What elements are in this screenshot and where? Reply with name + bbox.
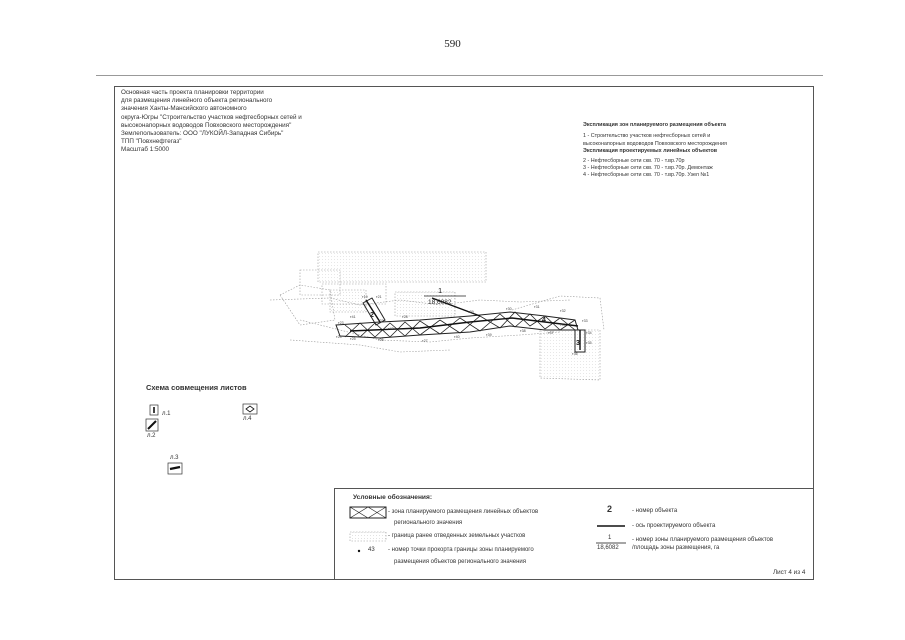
lines-explication-title: Экспликация проектируемых линейных объектов bbox=[583, 148, 718, 155]
zone-area-label: 18,6082 bbox=[428, 299, 452, 306]
title-line: округа-Югры "Строительство участков нефтесборных сетей и bbox=[121, 113, 302, 121]
point-label: т31 bbox=[534, 305, 540, 309]
point-label: т25 bbox=[350, 337, 356, 341]
title-line: Землепользователь: ООО "ЛУКОЙЛ-Западная Сибирь" bbox=[121, 130, 284, 138]
point-label: т23 bbox=[338, 321, 344, 325]
point-label: т38 bbox=[520, 329, 526, 333]
scheme-title: Схема совмещения листов bbox=[146, 383, 247, 392]
point-label: т34 bbox=[586, 331, 592, 335]
legend-object-number-example: 2 bbox=[607, 504, 613, 514]
object-number: 3 bbox=[576, 340, 580, 347]
legend-zone-area-example: 18,6082 bbox=[597, 545, 619, 551]
legend-plot-text: - граница ранее отведенных земельных участков bbox=[388, 533, 526, 539]
line-entry: 3 - Нефтесборные сети скв. 70 - т.вр.70р. Демонтаж bbox=[583, 165, 713, 172]
point-label: т26 bbox=[378, 338, 384, 342]
legend-title: Условные обозначения: bbox=[353, 494, 433, 501]
point-label: т35 bbox=[586, 341, 592, 345]
object-number: 2 bbox=[370, 312, 374, 319]
page-number: 590 bbox=[444, 38, 461, 50]
legend-zone-number-text: - номер зоны планируемого размещения объектов bbox=[632, 537, 774, 543]
legend-zone-text-2: регионального значения bbox=[394, 520, 463, 526]
title-line: для размещения линейного объекта регионального bbox=[121, 97, 273, 105]
point-label: т36 bbox=[572, 352, 578, 356]
legend-point-text-2: размещения объектов регионального значения bbox=[394, 559, 527, 565]
point-label: т24 bbox=[336, 335, 342, 339]
point-label: т40 bbox=[454, 335, 460, 339]
sheet-counter: Лист 4 из 4 bbox=[773, 569, 806, 576]
point-label: т42 bbox=[388, 327, 394, 331]
legend-point-example: 43 bbox=[368, 547, 375, 553]
point-label: т19 bbox=[362, 295, 368, 299]
sheet-4-label: л.4 bbox=[243, 416, 252, 422]
zone-callout bbox=[424, 286, 466, 306]
title-line: высоконапорных водоводов Повховского месторождения" bbox=[121, 121, 292, 129]
point-label: т22 bbox=[378, 319, 384, 323]
point-label: т21 bbox=[376, 295, 382, 299]
scale-label: Масштаб 1:5000 bbox=[121, 146, 169, 154]
legend-zone-text: - зона планируемого размещения линейных объектов bbox=[388, 509, 539, 515]
point-label: т27 bbox=[422, 339, 428, 343]
sheet-1-label: л.1 bbox=[162, 411, 171, 417]
title-line: Основная часть проекта планировки территории bbox=[121, 89, 264, 96]
line-entry: 4 - Нефтесборные сети скв. 70 - т.вр.70р. Узел №1 bbox=[583, 172, 710, 179]
legend-point-text: - номер точки прокорта границы зоны планируемого bbox=[388, 547, 534, 553]
legend-zone-number-example: 1 bbox=[608, 535, 612, 541]
point-label: т33 bbox=[582, 319, 588, 323]
point-label: т32 bbox=[560, 309, 566, 313]
legend-object-number-text: - номер объекта bbox=[632, 508, 678, 514]
point-label: т28 bbox=[402, 315, 408, 319]
legend-zone-area-text: /площадь зоны размещения, га bbox=[632, 545, 720, 551]
sheet-3-label: л.3 bbox=[170, 455, 179, 461]
point-label: т41 bbox=[350, 315, 356, 319]
legend-axis-text: - ось проектируемого объекта bbox=[632, 523, 716, 529]
point-label: т43 bbox=[560, 323, 566, 327]
zone-number-label: 1 bbox=[438, 286, 443, 295]
sheet-2-label: л.2 bbox=[147, 433, 156, 439]
point-label: т30 bbox=[506, 307, 512, 311]
point-label: т37 bbox=[548, 331, 554, 335]
line-entry: 2 - Нефтесборные сети скв. 70 - т.вр.70р bbox=[583, 157, 685, 164]
zone-entry: высоконапорных водоводов Повховского месторождения bbox=[583, 140, 727, 147]
title-line: ТПП "Повхнефтегаз" bbox=[121, 138, 182, 146]
point-label: т39 bbox=[486, 333, 492, 337]
zones-explication-title: Экспликация зон планируемого размещения объекта bbox=[583, 122, 726, 128]
object-number: 4 bbox=[542, 317, 546, 324]
title-line: значения Ханты-Мансийского автономного bbox=[121, 105, 247, 113]
point-label: т29 bbox=[468, 310, 474, 314]
zone-entry: 1 - Строительство участков нефтесборных сетей и bbox=[583, 133, 711, 140]
existing-land-plots bbox=[270, 252, 604, 380]
